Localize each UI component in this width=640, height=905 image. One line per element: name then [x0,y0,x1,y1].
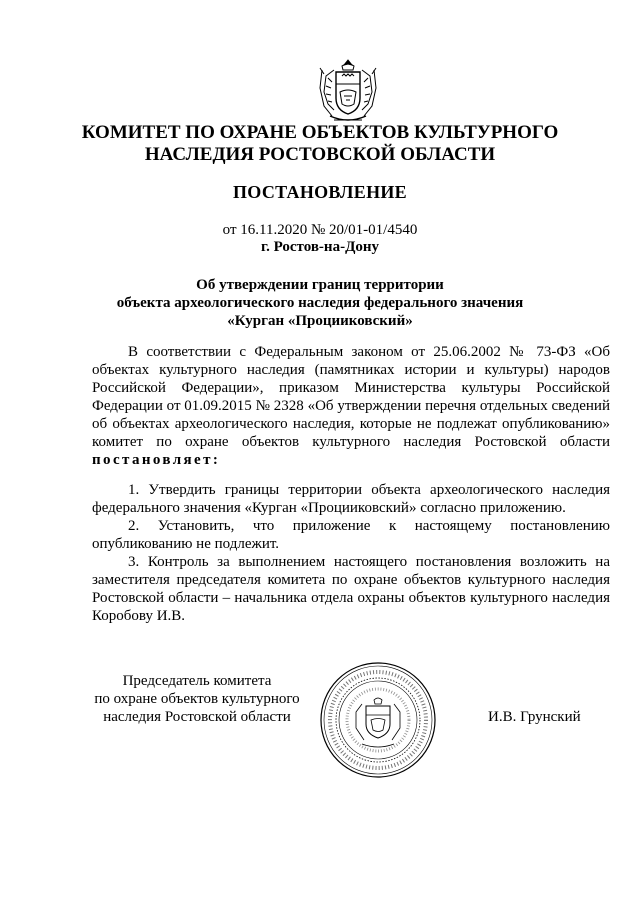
position-line-2: по охране объектов культурного [94,691,300,707]
preamble-paragraph [92,343,610,469]
signatory-name: И.В. Грунский [488,709,581,725]
organization-name [60,122,580,166]
position-line-1: Председатель комитета [122,673,272,689]
org-line-1: КОМИТЕТ ПО ОХРАНЕ ОБЪЕКТОВ КУЛЬТУРНОГО [81,122,559,143]
document-date-number: от 16.11.2020 № 20/01-01/4540 [222,222,418,238]
signatory-position [82,672,312,726]
decree-item-2: 2. Установить, что приложение к настоящему постановлению опубликованию не подлежит. [92,518,610,552]
subject-line-3: «Курган «Процииковский» [227,313,413,329]
document-city: г. Ростов-на-Дону [260,239,380,255]
subject-line-1: Об утверждении границ территории [196,277,444,293]
position-line-3: наследия Ростовской области [103,709,291,725]
decree-item-3: 3. Контроль за выполнением настоящего постановления возложить на заместителя председателя комитета по охране объектов культурного наследия Ростовской области – начальника отдела охраны объектов культурного наследия Коробову И.В. [92,554,610,624]
decree-item-1: 1. Утвердить границы территории объекта археологического наследия федерального значения «Курган «Процииковский» согласно приложению. [92,482,610,516]
document-type: ПОСТАНОВЛЕНИЕ [233,182,407,202]
decree-items [92,481,610,625]
org-line-2: НАСЛЕДИЯ РОСТОВСКОЙ ОБЛАСТИ [144,144,496,165]
decree-word: постановляет: [92,452,221,468]
subject-line-2: объекта археологического наследия федерального значения [116,295,524,311]
preamble-text: В соответствии с Федеральным законом от 25.06.2002 № 73-ФЗ «Об объектах культурного наследия (памятниках истории и культуры) народов Российской Федерации», приказом Министерства культуры Российской Федерации от 01.09.2015 № 2328 «Об утверждении перечня отдельных сведений об объектах археологического наследия, которые не подлежат опубликованию» комитет по охране объектов культурного наследия Ростовской области [92,344,610,450]
official-seal-icon [318,660,438,780]
document-subject [60,276,580,330]
coat-of-arms-icon [316,58,380,126]
